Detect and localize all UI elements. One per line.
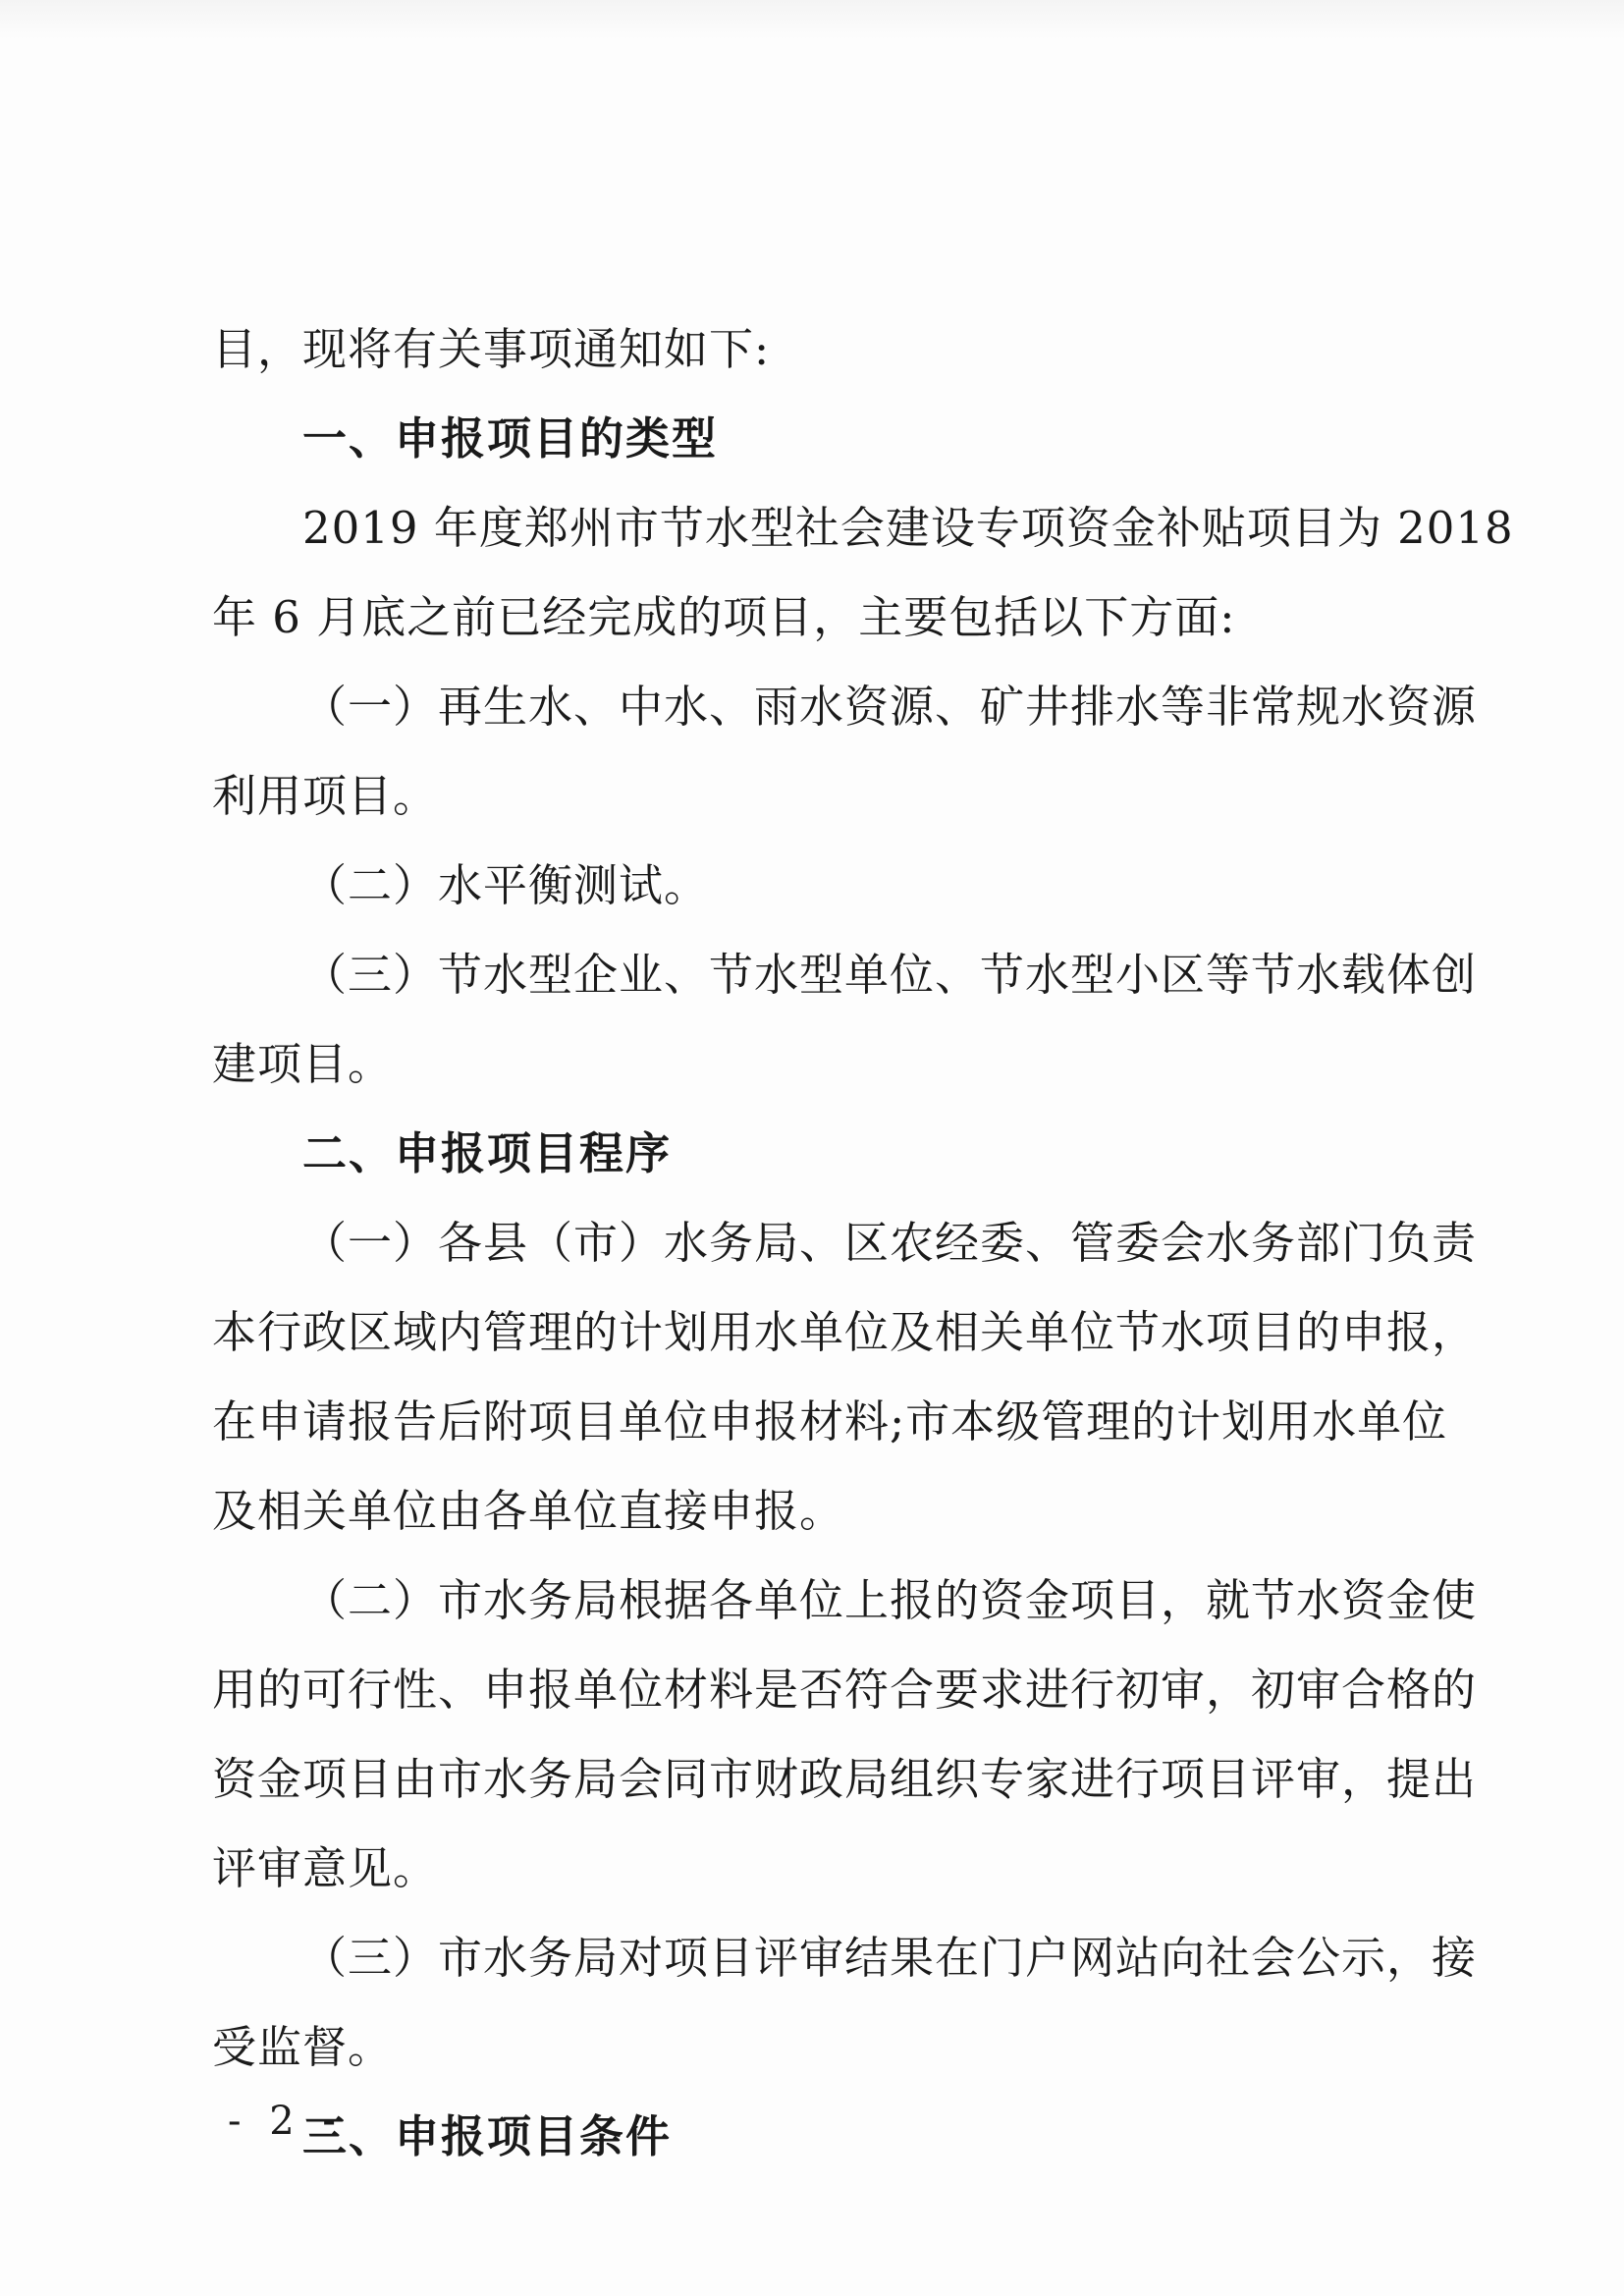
list-item-line: （一）再生水、中水、雨水资源、矿井排水等非常规水资源 [302,681,1478,733]
document-body [212,304,1514,2181]
paragraph-line: 建项目。 [212,1038,394,1090]
paragraph-line: 及相关单位由各单位直接申报。 [212,1485,845,1537]
scan-edge-shadow [0,0,1624,39]
section-heading-types: 一、申报项目的类型 [302,412,719,465]
paragraph-line: 2019 年度郑州市节水型社会建设专项资金补贴项目为 2018 [302,502,1514,554]
paragraph-line: 资金项目由市水务局会同市财政局组织专家进行项目评审，提出 [212,1753,1478,1805]
paragraph-line: 年 6 月底之前已经完成的项目，主要包括以下方面: [212,591,1236,643]
section-heading-procedure: 二、申报项目程序 [302,1127,673,1179]
paragraph-line: 评审意见。 [212,1842,439,1894]
paragraph-line: 目，现将有关事项通知如下: [212,323,771,375]
list-item-line: （三）市水务局对项目评审结果在门户网站向社会公示，接 [302,1932,1478,1984]
paragraph-line: 在申请报告后附项目单位申报材料;市本级管理的计划用水单位 [212,1395,1448,1448]
section-heading-conditions: 三、申报项目条件 [302,2110,673,2162]
list-item-line: （三）节水型企业、节水型单位、节水型小区等节水载体创 [302,949,1478,1001]
list-item-line: （一）各县（市）水务局、区农经委、管委会水务部门负责 [302,1217,1478,1269]
paragraph-line: 利用项目。 [212,770,439,822]
list-item-line: （二）水平衡测试。 [302,859,710,911]
list-item-line: （二）市水务局根据各单位上报的资金项目，就节水资金使 [302,1574,1478,1626]
paragraph-line: 受监督。 [212,2021,394,2073]
page-number: - 2 - [228,2099,344,2144]
paragraph-line: 本行政区域内管理的计划用水单位及相关单位节水项目的申报， [212,1306,1478,1358]
paragraph-line: 用的可行性、申报单位材料是否符合要求进行初审，初审合格的 [212,1664,1478,1716]
